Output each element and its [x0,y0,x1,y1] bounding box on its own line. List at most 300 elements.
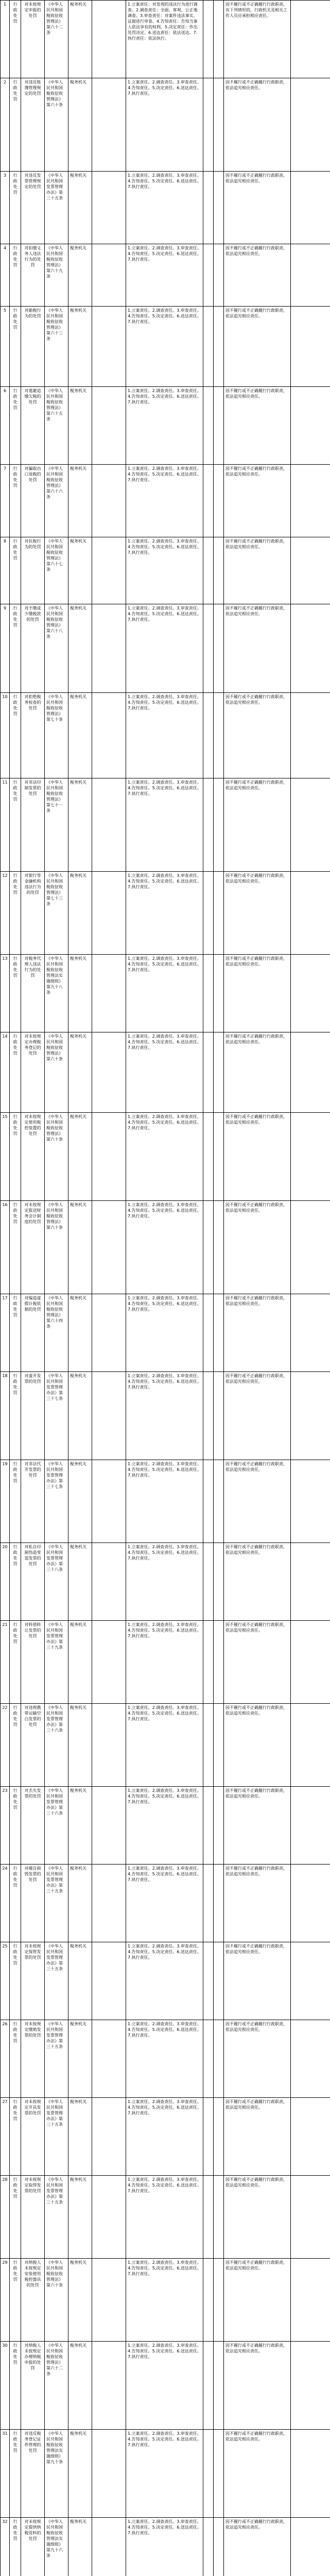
row-item-name: 对未按规定申报的处罚 [21,1,45,78]
row-category: 行政处罚 [10,1787,21,1865]
row-number: 18 [1,1372,10,1460]
row-accountability: 因不履行或不正确履行行政职责，依法追究相应责任。 [224,1621,291,1704]
row-basis: 《中华人民共和国税收征收管理法》第六十九条 [45,244,68,307]
table-row [1,306,330,386]
row-subject: 税务机关 [68,464,92,537]
row-duty: 1.立案责任。2.调查责任。3.审查责任。4.告知责任。5.决定责任。6.送达责任。7.执行责任。 [126,1787,203,1865]
row-item-name: 对编造虚假计税依据的处罚 [21,1294,45,1372]
row-spacer-a [92,1112,126,1200]
row-item-name: 对擅自损毁发票的处罚 [21,1865,45,1942]
table-row [1,778,330,871]
row-category: 行政处罚 [10,778,21,871]
row-item-name: 对骗取出口退税的处罚 [21,464,45,537]
row-subject: 税务机关 [68,954,92,1032]
row-duty: 1.立案责任。2.调查责任。3.审查责任。4.告知责任。5.决定责任。6.送达责任。7.执行责任。 [126,2430,203,2518]
row-item-name: 对扣缴义务人违法行为的处罚 [21,244,45,307]
row-number: 7 [1,464,10,537]
row-remarks [291,172,330,244]
row-spacer-c [214,1200,224,1294]
row-category: 行政处罚 [10,692,21,778]
row-category: 行政处罚 [10,464,21,537]
table-row [1,2259,330,2342]
row-spacer-a [92,1865,126,1942]
table-row [1,2020,330,2098]
row-remarks [291,244,330,307]
row-remarks [291,1294,330,1372]
row-spacer-c [214,1460,224,1543]
row-accountability: 因不履行或不正确履行行政职责，依法追究相应责任。 [224,244,291,307]
row-remarks [291,2518,330,2576]
row-item-name: 对偷税行为的处罚 [21,306,45,386]
row-subject: 税务机关 [68,1112,92,1200]
row-item-name: 对未按规定使用税控装置的处罚 [21,1112,45,1200]
row-category: 行政处罚 [10,1032,21,1112]
row-basis: 《中华人民共和国税收征收管理法》第六十二条 [45,1,68,78]
row-spacer-c [214,244,224,307]
row-remarks [291,604,330,692]
row-spacer-c [214,78,224,171]
row-duty: 1.立案责任。2.调查责任。3.审查责任。4.告知责任。5.决定责任。6.送达责任。7.执行责任。 [126,604,203,692]
row-basis: 《中华人民共和国税收征收管理法实施细则》第九十八条 [45,954,68,1032]
row-number: 27 [1,2098,10,2176]
row-item-name: 对非法印制发票的处罚 [21,778,45,871]
row-accountability: 因不履行或不正确履行行政职责，依法追究相应责任。 [224,778,291,871]
row-spacer-a [92,1032,126,1112]
row-duty: 1.立案责任。2.调查责任。3.审查责任。4.告知责任。5.决定责任。6.送达责任。7.执行责任。 [126,1294,203,1372]
row-spacer-a [92,871,126,954]
row-remarks [291,1942,330,2020]
row-item-name: 对违反发票管理规定的处罚 [21,172,45,244]
row-accountability: 因不履行或不正确履行行政职责，依法追究相应责任。 [224,2342,291,2430]
row-category: 行政处罚 [10,1942,21,2020]
row-number: 16 [1,1200,10,1294]
row-basis: 《中华人民共和国税收征收管理法》第六十条 [45,78,68,171]
row-spacer-a [92,1,126,78]
row-basis: 《中华人民共和国税收征收管理法》第六十条 [45,1200,68,1294]
row-spacer-b [203,692,214,778]
row-subject: 税务机关 [68,1032,92,1112]
row-accountability: 因不履行或不正确履行行政职责，依法追究相应责任。 [224,871,291,954]
row-remarks [291,2176,330,2259]
table-row [1,2518,330,2576]
table-row [1,1112,330,1200]
row-accountability: 因不履行或不正确履行行政职责，依法追究相应责任。 [224,2518,291,2576]
row-spacer-c [214,2098,224,2176]
row-accountability: 因不履行或不正确履行行政职责，依法追究相应责任。 [224,1787,291,1865]
row-basis: 《中华人民共和国发票管理办法》第三十五条 [45,172,68,244]
row-subject: 税务机关 [68,1200,92,1294]
row-spacer-a [92,1200,126,1294]
row-duty: 1.立案责任。2.调查责任。3.审查责任。4.告知责任。5.决定责任。6.送达责任。7.执行责任。 [126,778,203,871]
row-spacer-a [92,464,126,537]
row-spacer-b [203,1621,214,1704]
row-spacer-b [203,2176,214,2259]
row-basis: 《中华人民共和国税收征收管理法》第六十三条 [45,306,68,386]
row-spacer-b [203,244,214,307]
row-spacer-a [92,778,126,871]
row-subject: 税务机关 [68,778,92,871]
row-category: 行政处罚 [10,1294,21,1372]
row-item-name: 对虚开发票的处罚 [21,1372,45,1460]
row-spacer-b [203,1200,214,1294]
table-row [1,2342,330,2430]
row-subject: 税务机关 [68,2259,92,2342]
row-remarks [291,1865,330,1942]
row-accountability: 因不履行或不正确履行行政职责，依法追究相应责任。 [224,537,291,604]
row-accountability: 因不履行或不正确履行行政职责，依法追究相应责任。 [224,1294,291,1372]
row-accountability: 因不履行或不正确履行行政职责，依法追究相应责任。 [224,1372,291,1460]
row-remarks [291,778,330,871]
row-remarks [291,2430,330,2518]
row-basis: 《中华人民共和国税收征收管理法》第六十条 [45,2259,68,2342]
row-duty: 1.立案责任。2.调查责任。3.审查责任。4.告知责任。5.决定责任。6.送达责任。7.执行责任。 [126,1621,203,1704]
row-accountability: 因不履行或不正确履行行政职责，依法追究相应责任。 [224,1942,291,2020]
row-duty: 1.立案责任。2.调查责任。3.审查责任。4.告知责任。5.决定责任。6.送达责任。7.执行责任。 [126,244,203,307]
row-remarks [291,537,330,604]
row-remarks [291,2259,330,2342]
row-category: 行政处罚 [10,172,21,244]
row-subject: 税务机关 [68,386,92,464]
row-category: 行政处罚 [10,2518,21,2576]
row-subject: 税务机关 [68,692,92,778]
row-duty: 1.立案责任。2.调查责任。3.审查责任。4.告知责任。5.决定责任。6.送达责任。7.执行责任。 [126,2176,203,2259]
row-item-name: 对私自印制伪造变造发票的处罚 [21,1543,45,1621]
row-subject: 税务机关 [68,1543,92,1621]
row-spacer-c [214,1294,224,1372]
row-duty: 1.立案责任。2.调查责任。3.审查责任。4.告知责任。5.决定责任。6.送达责任。7.执行责任。 [126,2259,203,2342]
table-row [1,78,330,171]
row-spacer-c [214,537,224,604]
table-row [1,2098,330,2176]
table-row [1,2176,330,2259]
row-duty: 1.立案责任。2.调查责任。3.审查责任。4.告知责任。5.决定责任。6.送达责任。7.执行责任。 [126,464,203,537]
row-spacer-a [92,172,126,244]
row-spacer-c [214,1543,224,1621]
row-accountability: 因不履行或不正确履行行政职责，依法追究相应责任。 [224,172,291,244]
row-basis: 《中华人民共和国发票管理办法》第三十五条 [45,1942,68,2020]
row-basis: 《中华人民共和国税收征收管理法》第七十一条 [45,778,68,871]
row-remarks [291,1543,330,1621]
row-spacer-a [92,2430,126,2518]
row-accountability: 因不履行或不正确履行行政职责，依法追究相应责任。 [224,2176,291,2259]
row-spacer-c [214,464,224,537]
row-remarks [291,2098,330,2176]
row-number: 19 [1,1460,10,1543]
table-row [1,244,330,307]
row-spacer-b [203,2020,214,2098]
row-spacer-a [92,1294,126,1372]
row-number: 1 [1,1,10,78]
row-subject: 税务机关 [68,2518,92,2576]
row-spacer-c [214,1787,224,1865]
row-number: 32 [1,2518,10,2576]
row-spacer-b [203,1543,214,1621]
row-number: 23 [1,1787,10,1865]
row-number: 28 [1,2176,10,2259]
row-number: 8 [1,537,10,604]
table-row [1,871,330,954]
row-remarks [291,692,330,778]
row-category: 行政处罚 [10,78,21,171]
row-category: 行政处罚 [10,2098,21,2176]
row-remarks [291,1460,330,1543]
row-subject: 税务机关 [68,1942,92,2020]
table-row [1,2430,330,2518]
row-category: 行政处罚 [10,2430,21,2518]
row-basis: 《中华人民共和国发票管理办法》第三十六条 [45,1704,68,1787]
row-accountability: 因不履行或不正确履行行政职责，依法追究相应责任。 [224,78,291,171]
row-number: 25 [1,1942,10,2020]
row-spacer-c [214,2176,224,2259]
row-spacer-c [214,778,224,871]
row-spacer-b [203,871,214,954]
row-category: 行政处罚 [10,1460,21,1543]
row-category: 行政处罚 [10,954,21,1032]
row-basis: 《中华人民共和国发票管理办法》第三十九条 [45,1621,68,1704]
row-accountability: 因不履行或不正确履行行政职责，依法追究相应责任。 [224,1865,291,1942]
row-category: 行政处罚 [10,2342,21,2430]
row-spacer-b [203,2259,214,2342]
row-duty: 1.立案责任。2.调查责任。3.审查责任。4.告知责任。5.决定责任。6.送达责任。7.执行责任。 [126,1942,203,2020]
row-accountability: 因不履行或不正确履行行政职责，依法追究相应责任。 [224,1200,291,1294]
row-number: 29 [1,2259,10,2342]
row-accountability: 因不履行或不正确履行行政职责，依法追究相应责任。 [224,386,291,464]
row-spacer-c [214,1621,224,1704]
row-spacer-a [92,2259,126,2342]
row-item-name: 对转借转让发票的处罚 [21,1621,45,1704]
row-subject: 税务机关 [68,604,92,692]
row-basis: 《中华人民共和国发票管理办法》第三十六条 [45,1787,68,1865]
row-category: 行政处罚 [10,1543,21,1621]
row-accountability: 因不履行或不正确履行行政职责，依法追究相应责任。 [224,1460,291,1543]
row-number: 11 [1,778,10,871]
row-subject: 税务机关 [68,871,92,954]
row-subject: 税务机关 [68,1787,92,1865]
row-number: 21 [1,1621,10,1704]
row-duty: 1.立案责任。2.调查责任。3.审查责任。4.告知责任。5.决定责任。6.送达责任。7.执行责任。 [126,1372,203,1460]
row-duty: 1.立案责任。2.调查责任。3.审查责任。4.告知责任。5.决定责任。6.送达责任。7.执行责任。 [126,2020,203,2098]
row-spacer-b [203,386,214,464]
row-subject: 税务机关 [68,244,92,307]
row-accountability: 因不履行或不正确履行行政职责，依法追究相应责任。 [224,1543,291,1621]
row-remarks [291,1372,330,1460]
row-accountability: 因不履行或不正确履行行政职责，依法追究相应责任。 [224,1704,291,1787]
row-duty: 1.立案责任。2.调查责任。3.审查责任。4.告知责任。5.决定责任。6.送达责任。7.执行责任。 [126,172,203,244]
row-basis: 《中华人民共和国税收征收管理法》第七十三条 [45,871,68,954]
row-spacer-b [203,2518,214,2576]
row-subject: 税务机关 [68,172,92,244]
table-row [1,1704,330,1787]
row-spacer-b [203,1865,214,1942]
row-spacer-b [203,1294,214,1372]
row-accountability: 因不履行或不正确履行行政职责，依法追究相应责任。 [224,2020,291,2098]
row-duty: 1.立案责任。2.调查责任。3.审查责任。4.告知责任。5.决定责任。6.送达责任。7.执行责任。 [126,537,203,604]
row-category: 行政处罚 [10,1621,21,1704]
row-number: 5 [1,306,10,386]
row-spacer-b [203,1704,214,1787]
row-spacer-c [214,1032,224,1112]
row-number: 15 [1,1112,10,1200]
row-number: 22 [1,1704,10,1787]
row-spacer-a [92,537,126,604]
row-item-name: 对不缴或少缴税款的处罚 [21,604,45,692]
row-subject: 税务机关 [68,1621,92,1704]
row-spacer-b [203,537,214,604]
row-spacer-a [92,1621,126,1704]
row-remarks [291,1200,330,1294]
row-basis: 《中华人民共和国发票管理办法》第三十八条 [45,1543,68,1621]
row-number: 20 [1,1543,10,1621]
row-spacer-b [203,2342,214,2430]
table-row [1,1543,330,1621]
row-duty: 1.立案责任。2.调查责任。3.审查责任。4.告知责任。5.决定责任。6.送达责任。7.执行责任。 [126,1032,203,1112]
row-spacer-b [203,954,214,1032]
row-duty: 1.立案责任。2.调查责任。3.审查责任。4.告知责任。5.决定责任。6.送达责任。7.执行责任。 [126,306,203,386]
row-spacer-c [214,1,224,78]
row-spacer-a [92,1704,126,1787]
row-spacer-c [214,2518,224,2576]
row-accountability: 因不履行或不正确履行行政职责，依法追究相应责任。 [224,1032,291,1112]
row-remarks [291,954,330,1032]
table-row [1,604,330,692]
row-spacer-c [214,1704,224,1787]
row-basis: 《中华人民共和国税收征收管理法》第七十条 [45,692,68,778]
row-basis: 《中华人民共和国税收征收管理法》第六十七条 [45,537,68,604]
row-subject: 税务机关 [68,1704,92,1787]
row-spacer-a [92,2020,126,2098]
row-subject: 税务机关 [68,1460,92,1543]
row-item-name: 对非法代开发票的处罚 [21,1460,45,1543]
row-accountability: 因不履行或不正确履行行政职责，依法追究相应责任。 [224,692,291,778]
row-accountability: 因不履行或不正确履行行政职责，依法追究相应责任。 [224,604,291,692]
row-accountability: 因不履行或不正确履行行政职责，依法追究相应责任。 [224,2098,291,2176]
row-category: 行政处罚 [10,1,21,78]
row-spacer-a [92,1460,126,1543]
row-number: 2 [1,78,10,171]
row-category: 行政处罚 [10,244,21,307]
row-subject: 税务机关 [68,537,92,604]
row-spacer-a [92,1787,126,1865]
row-spacer-b [203,1112,214,1200]
row-subject: 税务机关 [68,1372,92,1460]
row-duty: 1.立案责任。2.调查责任。3.审查责任。4.告知责任。5.决定责任。6.送达责任。7.执行责任。 [126,954,203,1032]
row-category: 行政处罚 [10,2176,21,2259]
row-spacer-a [92,244,126,307]
table-row [1,1942,330,2020]
row-basis: 《中华人民共和国税收征收管理法实施细则》第九十六条 [45,2518,68,2576]
row-accountability: 因不履行或不正确履行行政职责，依法追究相应责任。 [224,306,291,386]
row-item-name: 对税务代理人违法行为的处罚 [21,954,45,1032]
row-remarks [291,2342,330,2430]
row-duty: 1.立案责任。2.调查责任。3.审查责任。4.告知责任。5.决定责任。6.送达责任。7.执行责任。 [126,1460,203,1543]
row-subject: 税务机关 [68,2098,92,2176]
row-number: 26 [1,2020,10,2098]
row-duty: 1.立案责任。2.调查责任。3.审查责任。4.告知责任。5.决定责任。6.送达责任。7.执行责任。 [126,2098,203,2176]
row-duty: 1.立案责任。2.调查责任。3.审查责任。4.告知责任。5.决定责任。6.送达责任。7.执行责任。 [126,1200,203,1294]
row-basis: 《中华人民共和国税收征收管理法》第六十八条 [45,604,68,692]
row-spacer-a [92,2342,126,2430]
row-number: 6 [1,386,10,464]
row-accountability: 因不履行或不正确履行行政职责，有下列情形的，行政机关及相关工作人员应承担相应责任。 [224,1,291,78]
table-row [1,1372,330,1460]
row-basis: 《中华人民共和国税收征收管理法》第六十条 [45,1032,68,1112]
row-category: 行政处罚 [10,1200,21,1294]
row-spacer-c [214,954,224,1032]
row-category: 行政处罚 [10,306,21,386]
row-duty: 1.立案责任。2.调查责任。3.审查责任。4.告知责任。5.决定责任。6.送达责任。7.执行责任。 [126,871,203,954]
row-subject: 税务机关 [68,78,92,171]
row-spacer-a [92,2176,126,2259]
row-number: 31 [1,2430,10,2518]
row-basis: 《中华人民共和国发票管理办法》第三十七条 [45,1372,68,1460]
row-spacer-c [214,1112,224,1200]
row-spacer-b [203,78,214,171]
row-basis: 《中华人民共和国税收征收管理法》第六十五条 [45,386,68,464]
row-accountability: 因不履行或不正确履行行政职责，依法追究相应责任。 [224,2430,291,2518]
row-item-name: 对违反账簿管理规定的处罚 [21,78,45,171]
row-spacer-a [92,78,126,171]
row-category: 行政处罚 [10,1112,21,1200]
row-remarks [291,1621,330,1704]
row-accountability: 因不履行或不正确履行行政职责，依法追究相应责任。 [224,464,291,537]
table-row [1,1294,330,1372]
table-row [1,1460,330,1543]
row-duty: 1.立案责任。2.调查责任。3.审查责任。4.告知责任。5.决定责任。6.送达责任。7.执行责任。 [126,2518,203,2576]
row-spacer-a [92,2098,126,2176]
row-spacer-c [214,1942,224,2020]
row-item-name: 对未按规定取得发票的处罚 [21,2176,45,2259]
row-spacer-b [203,1942,214,2020]
row-number: 24 [1,1865,10,1942]
row-remarks [291,1,330,78]
row-spacer-b [203,1460,214,1543]
row-spacer-b [203,1,214,78]
row-basis: 《中华人民共和国发票管理办法》第三十七条 [45,1460,68,1543]
row-spacer-b [203,1372,214,1460]
row-remarks [291,386,330,464]
row-spacer-c [214,1865,224,1942]
row-duty: 1.立案责任。2.调查责任。3.审查责任。4.告知责任。5.决定责任。6.送达责任。7.执行责任。 [126,1112,203,1200]
row-spacer-c [214,172,224,244]
row-subject: 税务机关 [68,2176,92,2259]
row-spacer-b [203,2430,214,2518]
table-row [1,692,330,778]
row-basis: 《中华人民共和国税收征收管理法》第六十六条 [45,464,68,537]
row-duty: 1.立案责任。2.调查责任。3.审查责任。4.告知责任。5.决定责任。6.送达责任。7.执行责任。 [126,1865,203,1942]
row-spacer-c [214,2342,224,2430]
row-item-name: 对逃避追缴欠税的处罚 [21,386,45,464]
row-subject: 税务机关 [68,306,92,386]
table-row [1,1200,330,1294]
table-row [1,464,330,537]
row-category: 行政处罚 [10,386,21,464]
table-row [1,1621,330,1704]
row-item-name: 对丢失发票的处罚 [21,1787,45,1865]
row-spacer-a [92,692,126,778]
row-number: 14 [1,1032,10,1112]
row-duty: 1.立案责任。2.调查责任。3.审查责任。4.告知责任。5.决定责任。6.送达责任。7.执行责任。 [126,386,203,464]
row-basis: 《中华人民共和国税收征收管理法实施细则》第九十条 [45,2430,68,2518]
row-accountability: 因不履行或不正确履行行政职责，依法追究相应责任。 [224,954,291,1032]
row-spacer-a [92,1543,126,1621]
row-basis: 《中华人民共和国税收征收管理法》第六十条 [45,1112,68,1200]
row-number: 3 [1,172,10,244]
row-spacer-b [203,604,214,692]
table-row [1,1787,330,1865]
row-item-name: 对纳税人未按规定办理纳税申报的处罚 [21,2342,45,2430]
table-row [1,1865,330,1942]
row-subject: 税务机关 [68,2020,92,2098]
